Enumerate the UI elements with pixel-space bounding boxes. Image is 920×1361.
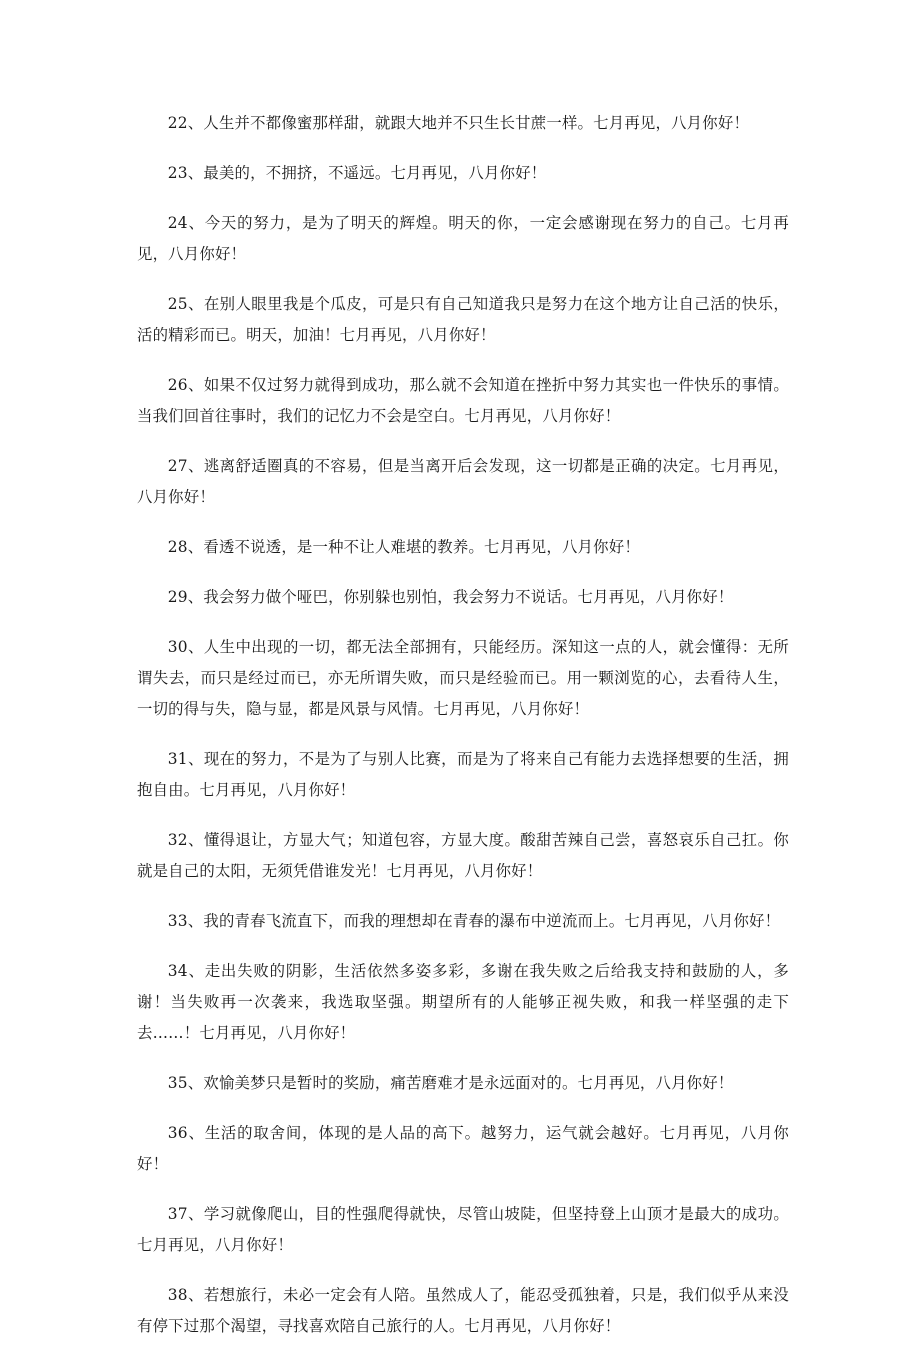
paragraph-23: 23、最美的，不拥挤，不遥远。七月再见，八月你好！ bbox=[167, 164, 547, 182]
paragraph-34: 34、走出失败的阴影，生活依然多姿多彩，多谢在我失败之后给我支持和鼓励的人，多谢！当失败再一次袭来，我选取坚强。期望所有的人能够正视失败，和我一样坚强的走下去……！七月再见，八月你好！ bbox=[137, 962, 789, 1042]
paragraph-28: 28、看透不说透，是一种不让人难堪的教养。七月再见，八月你好！ bbox=[167, 538, 640, 556]
paragraph-32: 32、懂得退让，方显大气；知道包容，方显大度。酸甜苦辣自己尝，喜怒哀乐自己扛。你就是自己的太阳，无须凭借谁发光！七月再见，八月你好！ bbox=[137, 831, 789, 880]
paragraph-36: 36、生活的取舍间，体现的是人品的高下。越努力，运气就会越好。七月再见，八月你好！ bbox=[137, 1124, 789, 1173]
paragraph-30: 30、人生中出现的一切，都无法全部拥有，只能经历。深知这一点的人，就会懂得：无所谓失去，而只是经过而已，亦无所谓失败，而只是经验而已。用一颗浏览的心，去看待人生，一切的得与失，隐与显，都是风景与风情。七月再见，八月你好！ bbox=[137, 638, 789, 718]
document-body bbox=[137, 108, 789, 1361]
paragraph-22: 22、人生并不都像蜜那样甜，就跟大地并不只生长甘蔗一样。七月再见，八月你好！ bbox=[167, 114, 750, 132]
paragraph-24: 24、今天的努力，是为了明天的辉煌。明天的你，一定会感谢现在努力的自己。七月再见，八月你好！ bbox=[137, 214, 789, 263]
paragraph-31: 31、现在的努力，不是为了与别人比赛，而是为了将来自己有能力去选择想要的生活，拥抱自由。七月再见，八月你好！ bbox=[137, 750, 789, 799]
paragraph-37: 37、学习就像爬山，目的性强爬得就快，尽管山坡陡，但坚持登上山顶才是最大的成功。七月再见，八月你好！ bbox=[137, 1205, 789, 1254]
paragraph-27: 27、逃离舒适圈真的不容易，但是当离开后会发现，这一切都是正确的决定。七月再见，八月你好！ bbox=[137, 457, 789, 506]
paragraph-35: 35、欢愉美梦只是暂时的奖励，痛苦磨难才是永远面对的。七月再见，八月你好！ bbox=[167, 1074, 734, 1092]
paragraph-29: 29、我会努力做个哑巴，你别躲也别怕，我会努力不说话。七月再见，八月你好！ bbox=[167, 588, 734, 606]
paragraph-38: 38、若想旅行，未必一定会有人陪。虽然成人了，能忍受孤独着，只是，我们似乎从来没有停下过那个渴望，寻找喜欢陪自己旅行的人。七月再见，八月你好！ bbox=[137, 1286, 789, 1335]
paragraph-25: 25、在别人眼里我是个瓜皮，可是只有自己知道我只是努力在这个地方让自己活的快乐，活的精彩而已。明天，加油！七月再见，八月你好！ bbox=[137, 295, 789, 344]
paragraph-33: 33、我的青春飞流直下，而我的理想却在青春的瀑布中逆流而上。七月再见，八月你好！ bbox=[167, 912, 781, 930]
paragraph-26: 26、如果不仅过努力就得到成功，那么就不会知道在挫折中努力其实也一件快乐的事情。当我们回首往事时，我们的记忆力不会是空白。七月再见，八月你好！ bbox=[137, 376, 789, 425]
